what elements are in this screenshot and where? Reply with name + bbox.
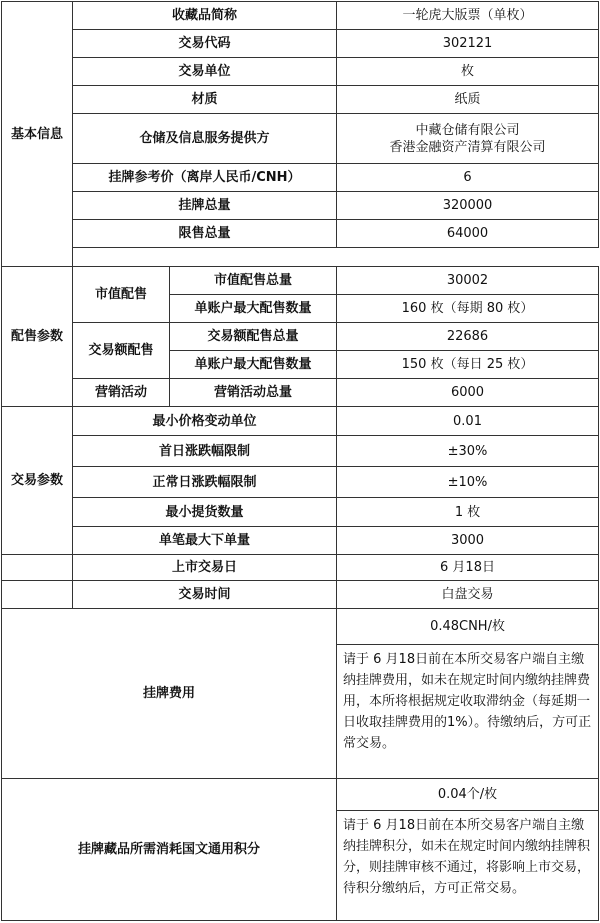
field-value-restricted: 64000 — [337, 220, 599, 248]
table-row — [2, 192, 599, 220]
field-value-points: 0.04个/枚 — [337, 779, 599, 811]
table-row — [2, 779, 599, 811]
table-row — [2, 555, 599, 581]
listing-spec-table — [1, 1, 599, 921]
table-row — [2, 467, 599, 498]
group-label-allotment: 配售参数 — [2, 267, 73, 407]
table-row — [2, 407, 599, 436]
field-label-min-delivery: 最小提货数量 — [73, 498, 337, 527]
field-label-listing-fee: 挂牌费用 — [2, 609, 337, 779]
field-label-vol-max: 单账户最大配售数量 — [170, 351, 337, 379]
field-value-listing-fee: 0.48CNH/枚 — [337, 609, 599, 645]
field-value-name: 一轮虎大版票（单枚） — [337, 2, 599, 30]
field-label-mk-total: 营销活动总量 — [170, 379, 337, 407]
field-label-mc-max: 单账户最大配售数量 — [170, 295, 337, 323]
field-label-mc-total: 市值配售总量 — [170, 267, 337, 295]
field-label-restricted: 限售总量 — [73, 220, 337, 248]
provider-line-2: 香港金融资产清算有限公司 — [389, 139, 546, 155]
table-row — [2, 609, 599, 645]
field-value-total: 320000 — [337, 192, 599, 220]
table-row — [2, 436, 599, 467]
points-note: 请于 6 月18日前在本所交易客户端自主缴纳挂牌积分，如未在规定时间内缴纳挂牌积分，则挂牌审核不通过，将影响上市交易，待积分缴纳后，方可正常交易。 — [337, 811, 599, 921]
field-label-name: 收藏品简称 — [73, 2, 337, 30]
field-value-vol-total: 22686 — [337, 323, 599, 351]
table-row — [2, 58, 599, 86]
table-row — [2, 498, 599, 527]
table-row — [2, 30, 599, 58]
table-row — [2, 164, 599, 192]
table-row — [2, 527, 599, 555]
field-value-provider — [337, 114, 599, 164]
field-value-code: 302121 — [337, 30, 599, 58]
field-value-mc-total: 30002 — [337, 267, 599, 295]
field-label-hours: 交易时间 — [73, 581, 337, 609]
table-row — [2, 86, 599, 114]
subgroup-label-market-cap: 市值配售 — [73, 267, 170, 323]
table-row — [2, 581, 599, 609]
table-row — [2, 2, 599, 30]
table-row — [2, 114, 599, 164]
field-value-normal: ±10% — [337, 467, 599, 498]
table-row — [2, 379, 599, 407]
field-value-vol-max: 150 枚（每日 25 枚） — [337, 351, 599, 379]
field-value-min-delivery: 1 枚 — [337, 498, 599, 527]
field-label-ref-price: 挂牌参考价（离岸人民币/CNH） — [73, 164, 337, 192]
listing-fee-note: 请于 6 月18日前在本所交易客户端自主缴纳挂牌费用，如未在规定时间内缴纳挂牌费用，本所将根据规定收取滞纳金（每延期一日收取挂牌费用的1%）。待缴纳后，方可正常交易。 — [337, 645, 599, 779]
group-continuation — [2, 555, 73, 581]
field-value-ref-price: 6 — [337, 164, 599, 192]
field-label-listing-date: 上市交易日 — [73, 555, 337, 581]
field-value-unit: 枚 — [337, 58, 599, 86]
group-continuation — [2, 581, 73, 609]
field-label-normal: 正常日涨跌幅限制 — [73, 467, 337, 498]
provider-line-1: 中藏仓储有限公司 — [415, 122, 520, 138]
field-value-material: 纸质 — [337, 86, 599, 114]
field-label-max-order: 单笔最大下单量 — [73, 527, 337, 555]
field-label-material: 材质 — [73, 86, 337, 114]
field-label-vol-total: 交易额配售总量 — [170, 323, 337, 351]
table-row — [2, 267, 599, 295]
subgroup-label-marketing: 营销活动 — [73, 379, 170, 407]
field-value-listing-date: 6 月18日 — [337, 555, 599, 581]
field-value-max-order: 3000 — [337, 527, 599, 555]
field-value-tick: 0.01 — [337, 407, 599, 436]
table-row — [2, 220, 599, 248]
subgroup-label-volume: 交易额配售 — [73, 323, 170, 379]
field-label-total: 挂牌总量 — [73, 192, 337, 220]
field-label-unit: 交易单位 — [73, 58, 337, 86]
group-label-basic: 基本信息 — [2, 2, 73, 267]
field-label-code: 交易代码 — [73, 30, 337, 58]
field-label-provider: 仓储及信息服务提供方 — [73, 114, 337, 164]
field-label-tick: 最小价格变动单位 — [73, 407, 337, 436]
group-label-trading: 交易参数 — [2, 407, 73, 555]
table-row — [2, 248, 599, 267]
field-label-points: 挂牌藏品所需消耗国文通用积分 — [2, 779, 337, 921]
field-label-first-day: 首日涨跌幅限制 — [73, 436, 337, 467]
field-value-mk-total: 6000 — [337, 379, 599, 407]
field-value-hours: 白盘交易 — [337, 581, 599, 609]
table-row — [2, 323, 599, 351]
field-value-mc-max: 160 枚（每期 80 枚） — [337, 295, 599, 323]
field-value-first-day: ±30% — [337, 436, 599, 467]
